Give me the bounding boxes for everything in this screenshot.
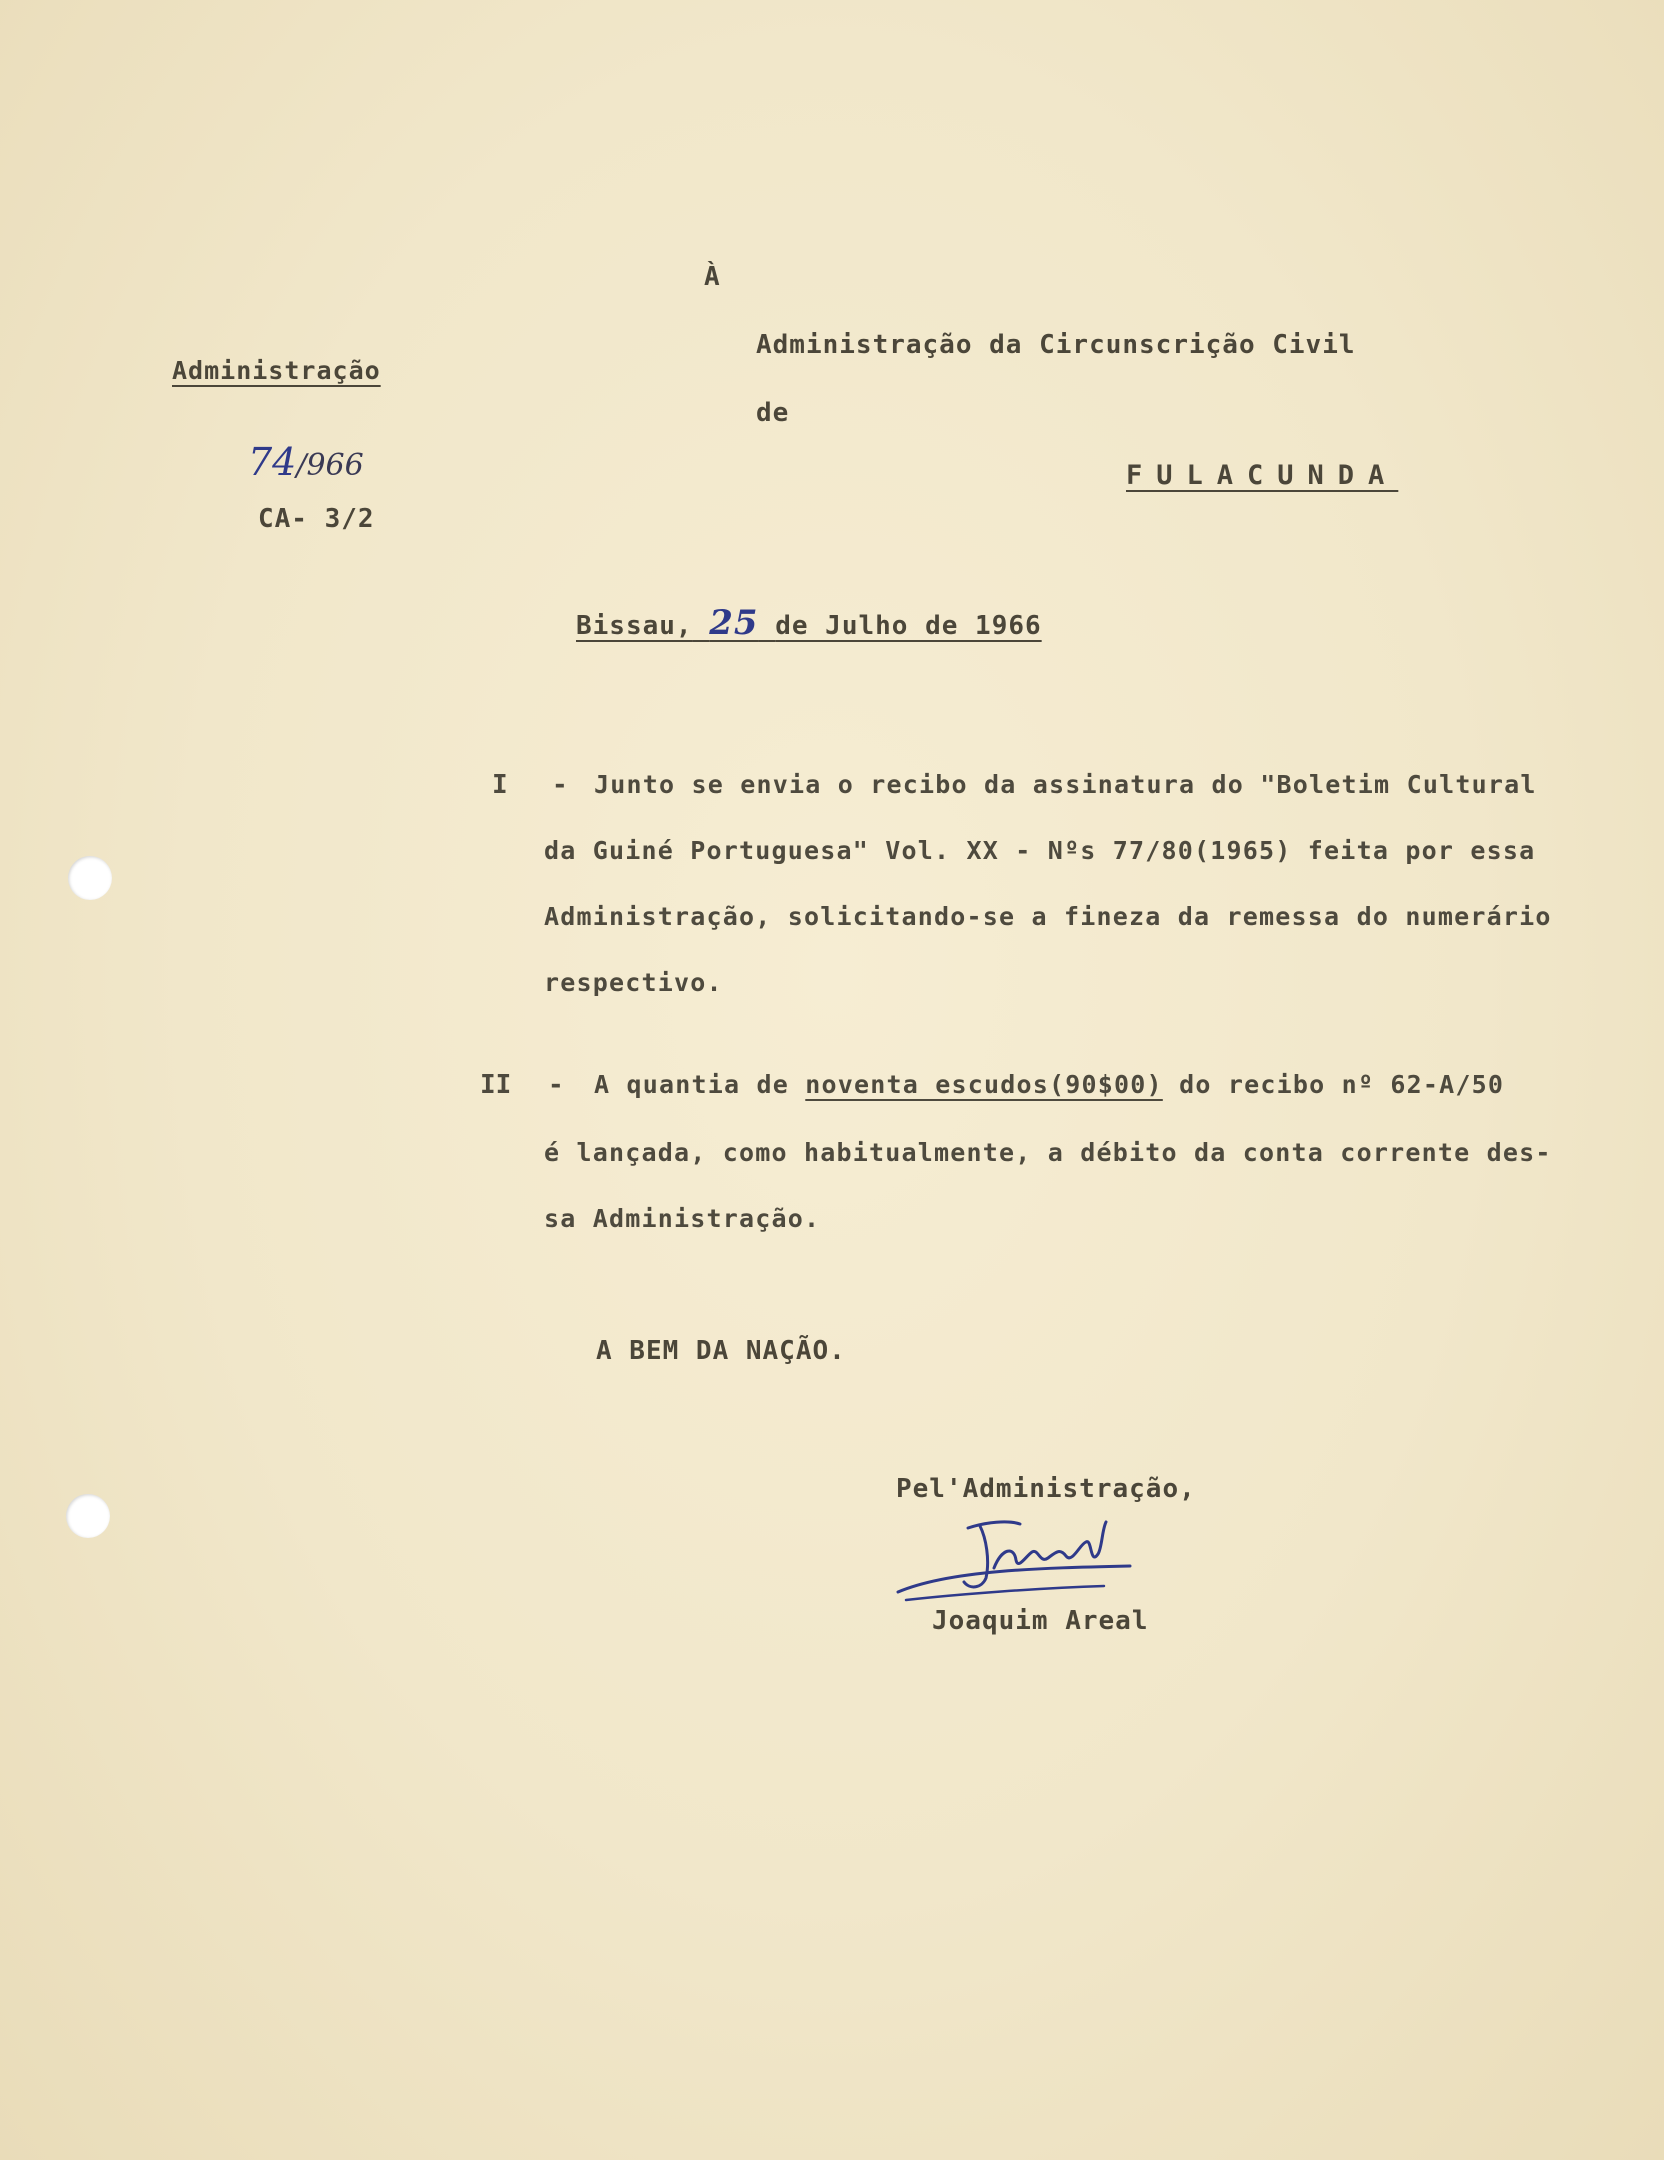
reference-year: /966 <box>296 448 364 483</box>
recipient-de: de <box>756 398 790 428</box>
closing-formula: A BEM DA NAÇÃO. <box>596 1336 846 1366</box>
paragraph-2-line-1 <box>594 1070 1504 1099</box>
paragraph-2-line-3: sa Administração. <box>544 1204 821 1233</box>
paragraph-2-line-2: é lançada, como habitualmente, a débito da conta corrente des- <box>544 1138 1552 1167</box>
paragraph-2-amount: noventa escudos(90$00) <box>805 1070 1163 1099</box>
paragraph-1-line-2: da Guiné Portuguesa" Vol. XX - Nºs 77/80(1965) feita por essa <box>544 836 1536 865</box>
paragraph-2-numeral: II <box>480 1070 512 1100</box>
reference-number-handwritten: 74 <box>248 440 297 484</box>
signatory-name: Joaquim Areal <box>932 1606 1149 1636</box>
sender-reference <box>248 440 364 484</box>
date-day-handwritten: 25 <box>709 603 759 643</box>
recipient-place: FULACUNDA <box>1126 460 1399 491</box>
recipient-salutation: À <box>704 262 721 292</box>
handwritten-signature <box>890 1508 1150 1608</box>
paragraph-1-numeral: I <box>492 770 508 800</box>
date-rest: de Julho de 1966 <box>775 611 1042 641</box>
paragraph-1-dash: - <box>552 770 568 800</box>
sender-code: CA- 3/2 <box>258 504 375 534</box>
paragraph-1-line-3: Administração, solicitando-se a fineza da remessa do numerário <box>544 902 1552 931</box>
paragraph-2-amount-intro: A quantia de <box>594 1070 790 1099</box>
signature-on-behalf: Pel'Administração, <box>896 1474 1196 1504</box>
punch-hole-upper <box>68 856 112 900</box>
paragraph-1-line-1: Junto se envia o recibo da assinatura do "Boletim Cultural <box>594 770 1537 799</box>
paragraph-2-dash: - <box>548 1070 564 1100</box>
paragraph-1-line-4: respectivo. <box>544 968 723 997</box>
paragraph-2-receipt: do recibo nº 62-A/50 <box>1179 1070 1505 1099</box>
date-city: Bissau, <box>576 611 693 641</box>
sender-department: Administração <box>172 356 381 385</box>
punch-hole-lower <box>66 1494 110 1538</box>
recipient-office: Administração da Circunscrição Civil <box>756 330 1356 360</box>
date-line <box>576 603 1042 643</box>
